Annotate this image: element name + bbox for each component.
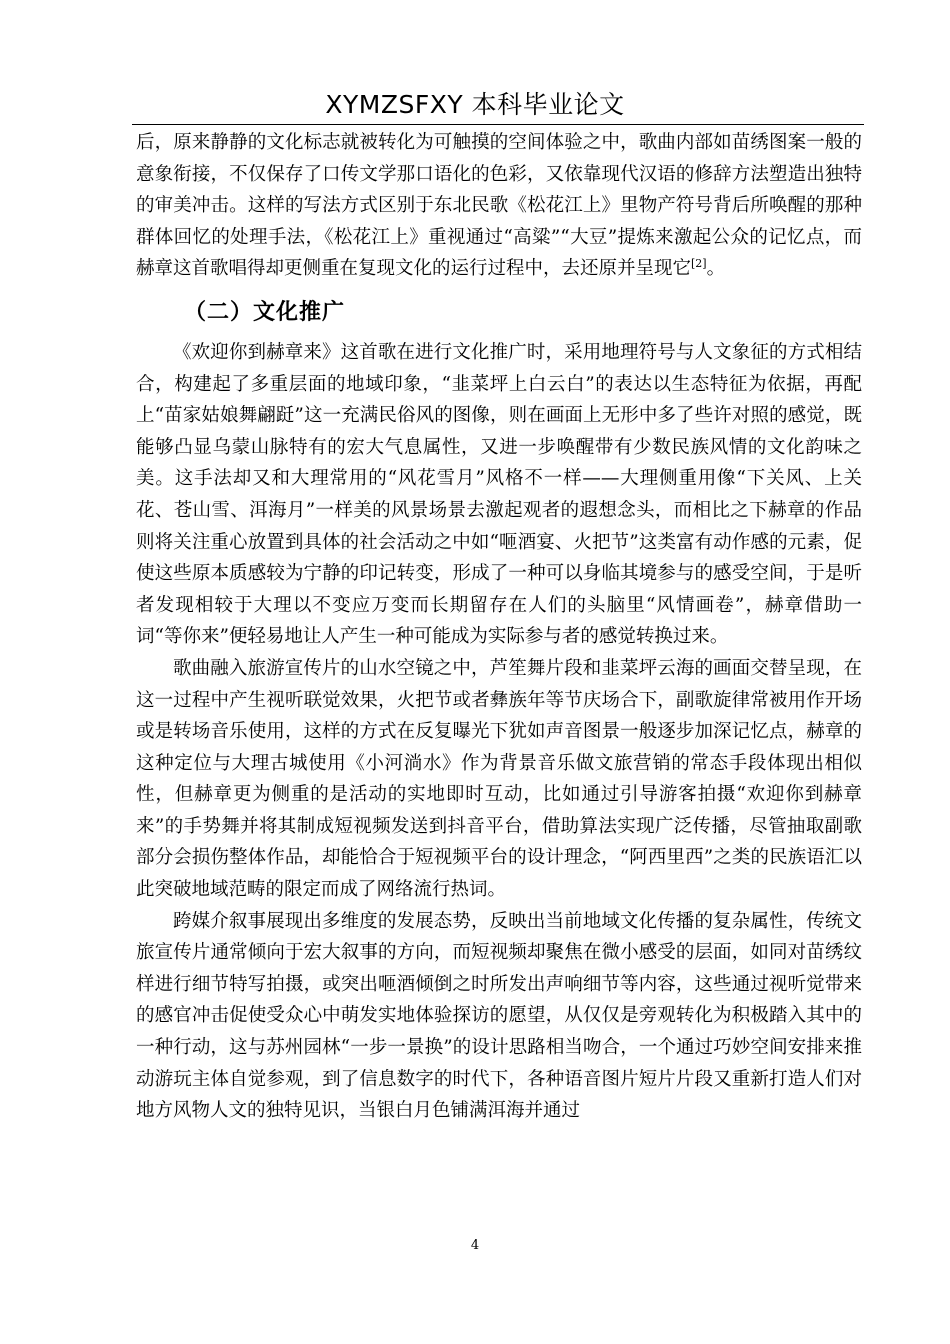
paragraph-1: 《欢迎你到赫章来》这首歌在进行文化推广时，采用地理符号与人文象征的方式相结合，构建起了多重层面的地域印象，“韭菜坪上白云白”的表达以生态特征为依据，再配上“苗家姑娘舞翩跹”这一充满民俗风的图像，则在画面上无形中多了些许对照的感觉，既能够凸显乌蒙山脉特有的宏大气息属性，又进一步唤醒带有少数民族风情的文化韵味之美。这手法却又和大理常用的“风花雪月”风格不一样——大理侧重用像“下关风、上关花、苍山雪、洱海月”一样美的风景场景去激起观者的遐想念头，而相比之下赫章的作品则将关注重心放置到具体的社会活动之中如“咂酒宴、火把节”这类富有动作感的元素，促使这些原本质感较为宁静的印记转变，形成了一种可以身临其境参与的感受空间，于是听者发现相较于大理以不变应万变而长期留存在人们的头脑里“风情画卷”，赫章借助一词“等你来”便轻易地让人产生一种可能成为实际参与者的感觉转换过来。 [136, 341, 862, 648]
paragraph-continued-text: 后，原来静静的文化标志就被转化为可触摸的空间体验之中，歌曲内部如苗绣图案一般的意象衔接，不仅保存了口传文学那口语化的色彩，又依靠现代汉语的修辞方法塑造出独特的审美冲击。这样的写法方式区别于东北民歌《松花江上》里物产符号背后所唤醒的那种群体回忆的处理手法，《松花江上》重视通过“高粱”“大豆”提炼来激起公众的记忆点，而赫章这首歌唱得却更侧重在复现文化的运行过程中，去还原并呈现它 [136, 132, 862, 280]
paragraph-continued-end: 。 [706, 258, 726, 280]
section-heading: （二）文化推广 [184, 299, 346, 325]
body-content [136, 127, 862, 1127]
page-header-title: XYMZSFXY 本科毕业论文 [325, 90, 625, 119]
paragraph-continued [136, 127, 862, 285]
citation-reference: [2] [691, 257, 707, 271]
header-divider [132, 124, 864, 125]
paragraph-3: 跨媒介叙事展现出多维度的发展态势，反映出当前地域文化传播的复杂属性，传统文旅宣传片通常倾向于宏大叙事的方向，而短视频却聚焦在微小感受的层面，如同对苗绣纹样进行细节特写拍摄，或突出咂酒倾倒之时所发出声响细节等内容，这些通过视听觉带来的感官冲击促使受众心中萌发实地体验探访的愿望，从仅仅是旁观转化为积极踏入其中的一种行动，这与苏州园林“一步一景换”的设计思路相当吻合，一个通过巧妙空间安排来推动游玩主体自觉参观，到了信息数字的时代下，各种语音图片短片片段又重新打造人们对地方风物人文的独特见识，当银白月色铺满洱海并通过 [136, 910, 862, 1122]
page-number: 4 [470, 1238, 480, 1253]
paragraph-2: 歌曲融入旅游宣传片的山水空镜之中，芦笙舞片段和韭菜坪云海的画面交替呈现，在这一过程中产生视听联觉效果，火把节或者彝族年等节庆场合下，副歌旋律常被用作开场或是转场音乐使用，这样的方式在反复曝光下犹如声音图景一般逐步加深记忆点，赫章的这种定位与大理古城使用《小河淌水》作为背景音乐做文旅营销的常态手段体现出相似性，但赫章更为侧重的是活动的实地即时互动，比如通过引导游客拍摄“欢迎你到赫章来”的手势舞并将其制成短视频发送到抖音平台，借助算法实现广泛传播，尽管抽取副歌部分会损伤整体作品，却能恰合于短视频平台的设计理念，“阿西里西”之类的民族语汇以此突破地域范畴的限定而成了网络流行热词。 [136, 657, 862, 901]
